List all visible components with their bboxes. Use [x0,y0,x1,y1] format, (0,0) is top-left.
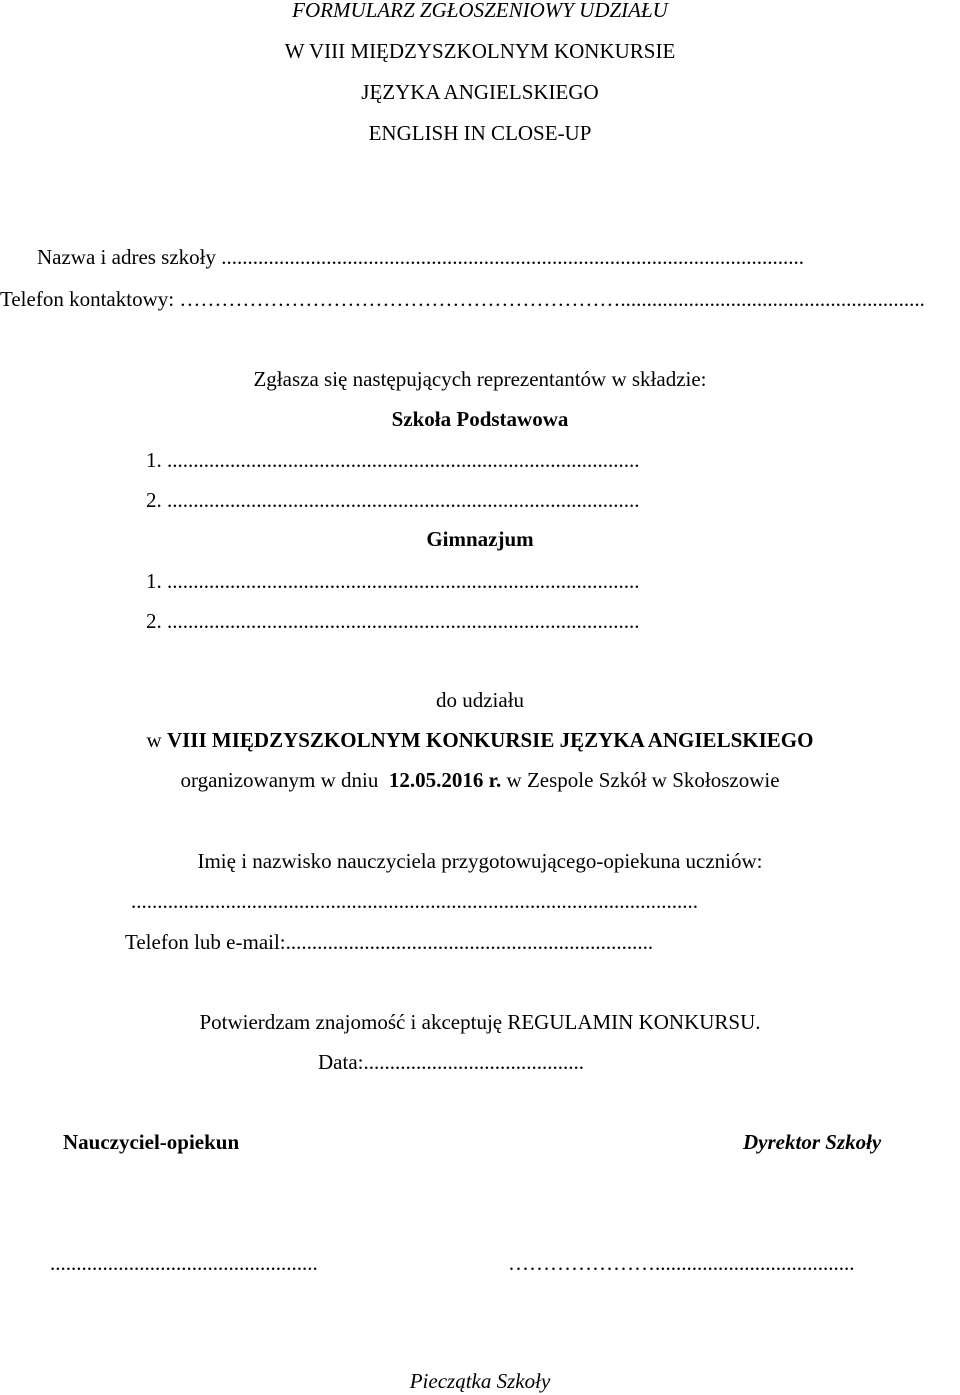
director-signature-line: …………………...................................... [508,1251,855,1275]
school-stamp-label: Pieczątka Szkoły [409,1369,551,1393]
teacher-name-label: Imię i nazwisko nauczyciela przygotowującego-opiekuna uczniów: [197,849,763,873]
gymnasium-representative-1: 1. .......................................................................................... [146,569,640,593]
gymnasium-representative-2: 2. .......................................................................................... [146,609,640,633]
teacher-signature-line: ................................................... [50,1251,318,1275]
representatives-intro: Zgłasza się następujących reprezentantów w składzie: [253,367,707,391]
teacher-name-field: ............................................................................................................ [131,889,698,913]
form-subtitle: ENGLISH IN CLOSE-UP [368,121,592,145]
primary-school-heading: Szkoła Podstawowa [391,407,569,431]
contest-name: VIII MIĘDZYSZKOLNYM KONKURSIE JĘZYKA ANGIELSKIEGO [166,728,814,752]
regulations-confirmation: Potwierdzam znajomość i akceptuję REGULAMIN KONKURSU. [199,1010,761,1034]
participation-line-1: do udziału [435,688,525,712]
organized-location: w Zespole Szkół w Skołoszowie [501,768,780,792]
form-title-line-1: FORMULARZ ZGŁOSZENIOWY UDZIAŁU [292,0,668,22]
school-phone-field: Telefon kontaktowy: ……………………………………………………….......................................................... [0,287,925,311]
form-title-line-2: W VIII MIĘDZYSZKOLNYM KONKURSIE [284,39,676,63]
organized-prefix: organizowanym w dniu [180,768,389,792]
participation-prefix: w [146,728,167,752]
date-field: Data:.......................................... [318,1050,584,1074]
teacher-contact-field: Telefon lub e-mail:...................................................................... [125,930,654,954]
participation-line-3 [0,767,960,793]
school-name-address-field: Nazwa i adres szkoły ............................................................................................................... [37,245,805,269]
form-title-line-3: JĘZYKA ANGIELSKIEGO [361,80,599,104]
contest-date: 12.05.2016 r. [388,768,502,792]
participation-line-2 [0,727,960,753]
teacher-signature-label: Nauczyciel-opiekun [63,1130,240,1154]
primary-representative-2: 2. .......................................................................................... [146,488,640,512]
director-signature-label: Dyrektor Szkoły [743,1130,882,1154]
primary-representative-1: 1. .......................................................................................... [146,448,640,472]
gymnasium-heading: Gimnazjum [426,527,534,551]
